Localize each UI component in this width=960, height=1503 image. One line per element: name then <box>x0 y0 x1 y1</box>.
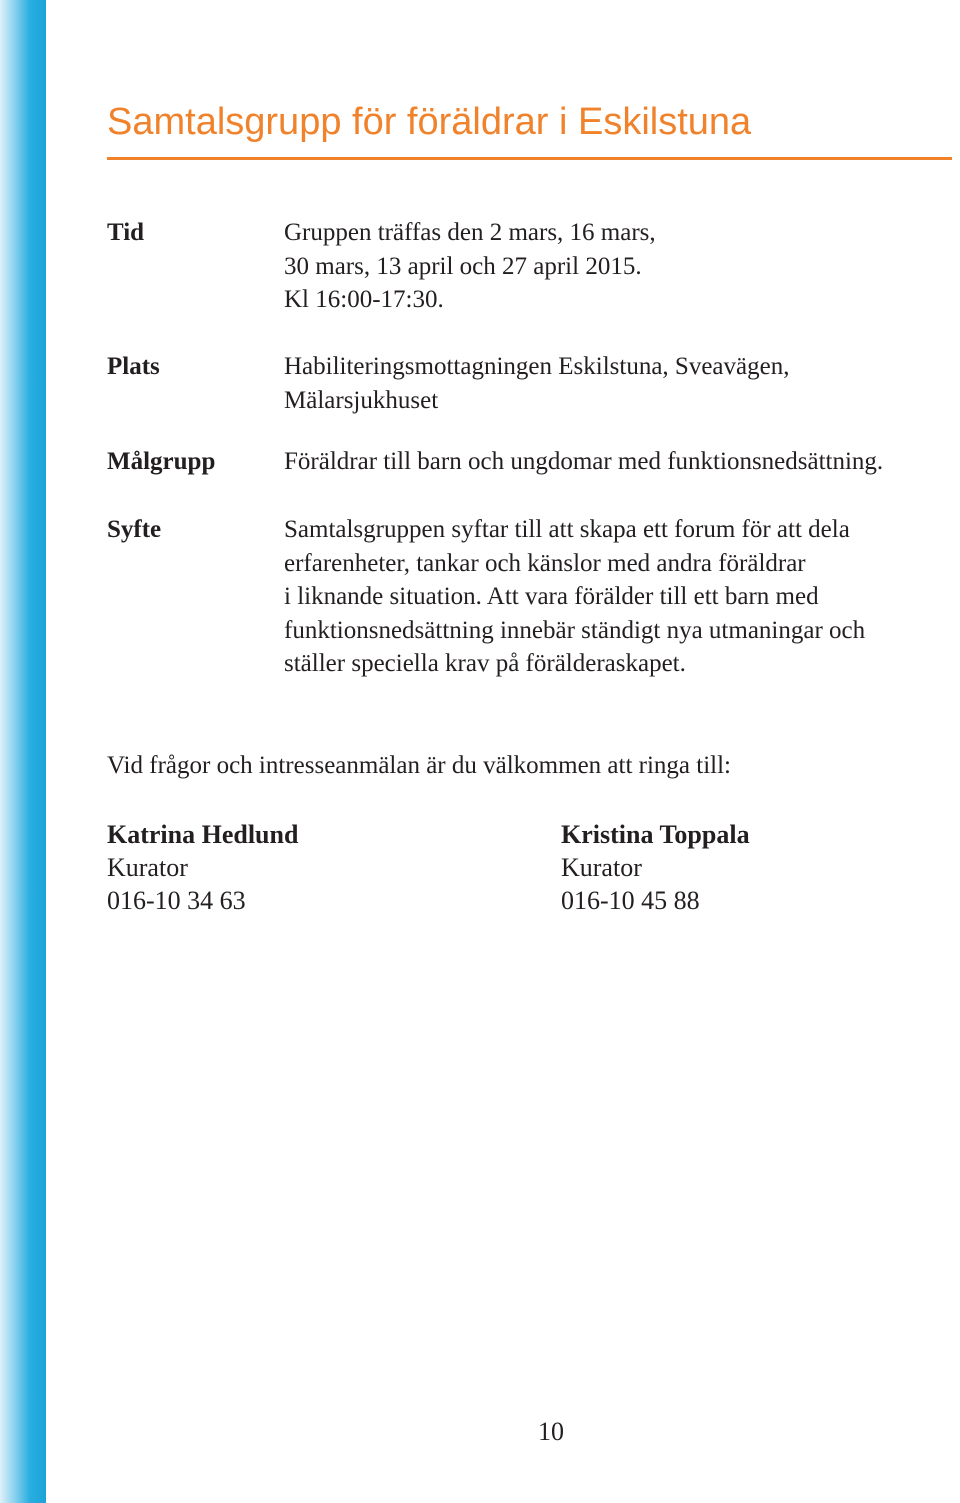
contact-phone: 016-10 45 88 <box>561 886 700 915</box>
value-plats <box>284 350 789 417</box>
value-line: 30 mars, 13 april och 27 april 2015. <box>284 252 642 280</box>
page-title: Samtalsgrupp för föräldrar i Eskilstuna <box>107 101 752 143</box>
value-line: Kl 16:00-17:30. <box>284 286 444 313</box>
contact-card-hedlund <box>107 818 298 917</box>
label-plats: Plats <box>107 353 160 380</box>
contact-role: Kurator <box>107 853 188 882</box>
contact-name: Katrina Hedlund <box>107 820 299 849</box>
value-line: i liknande situation. Att vara förälder till ett barn med <box>284 583 819 610</box>
contact-card-toppala <box>561 818 750 917</box>
decorative-side-bar <box>0 0 46 1503</box>
value-line: ställer speciella krav på förälderaskapet. <box>284 650 686 677</box>
value-line: Föräldrar till barn och ungdomar med funktionsnedsättning. <box>284 448 884 475</box>
page-number: 10 <box>538 1417 564 1446</box>
label-malgrupp: Målgrupp <box>107 448 216 475</box>
value-line: Habiliteringsmottagningen Eskilstuna, Sveavägen, <box>284 353 790 380</box>
title-divider <box>107 157 952 160</box>
contact-role: Kurator <box>561 853 642 882</box>
value-tid <box>284 216 656 317</box>
contact-phone: 016-10 34 63 <box>107 886 246 915</box>
contact-intro: Vid frågor och intresseanmälan är du välkommen att ringa till: <box>107 752 731 779</box>
value-line: funktionsnedsättning innebär ständigt nya utmaningar och <box>284 616 866 644</box>
value-line: Mälarsjukhuset <box>284 386 439 414</box>
value-syfte <box>284 513 865 681</box>
value-malgrupp <box>284 445 883 479</box>
value-line: Gruppen träffas den 2 mars, 16 mars, <box>284 219 656 246</box>
label-syfte: Syfte <box>107 516 162 543</box>
contact-name: Kristina Toppala <box>561 820 750 849</box>
label-tid: Tid <box>107 219 145 246</box>
value-line: erfarenheter, tankar och känslor med andra föräldrar <box>284 549 806 577</box>
value-line: Samtalsgruppen syftar till att skapa ett forum för att dela <box>284 516 850 543</box>
